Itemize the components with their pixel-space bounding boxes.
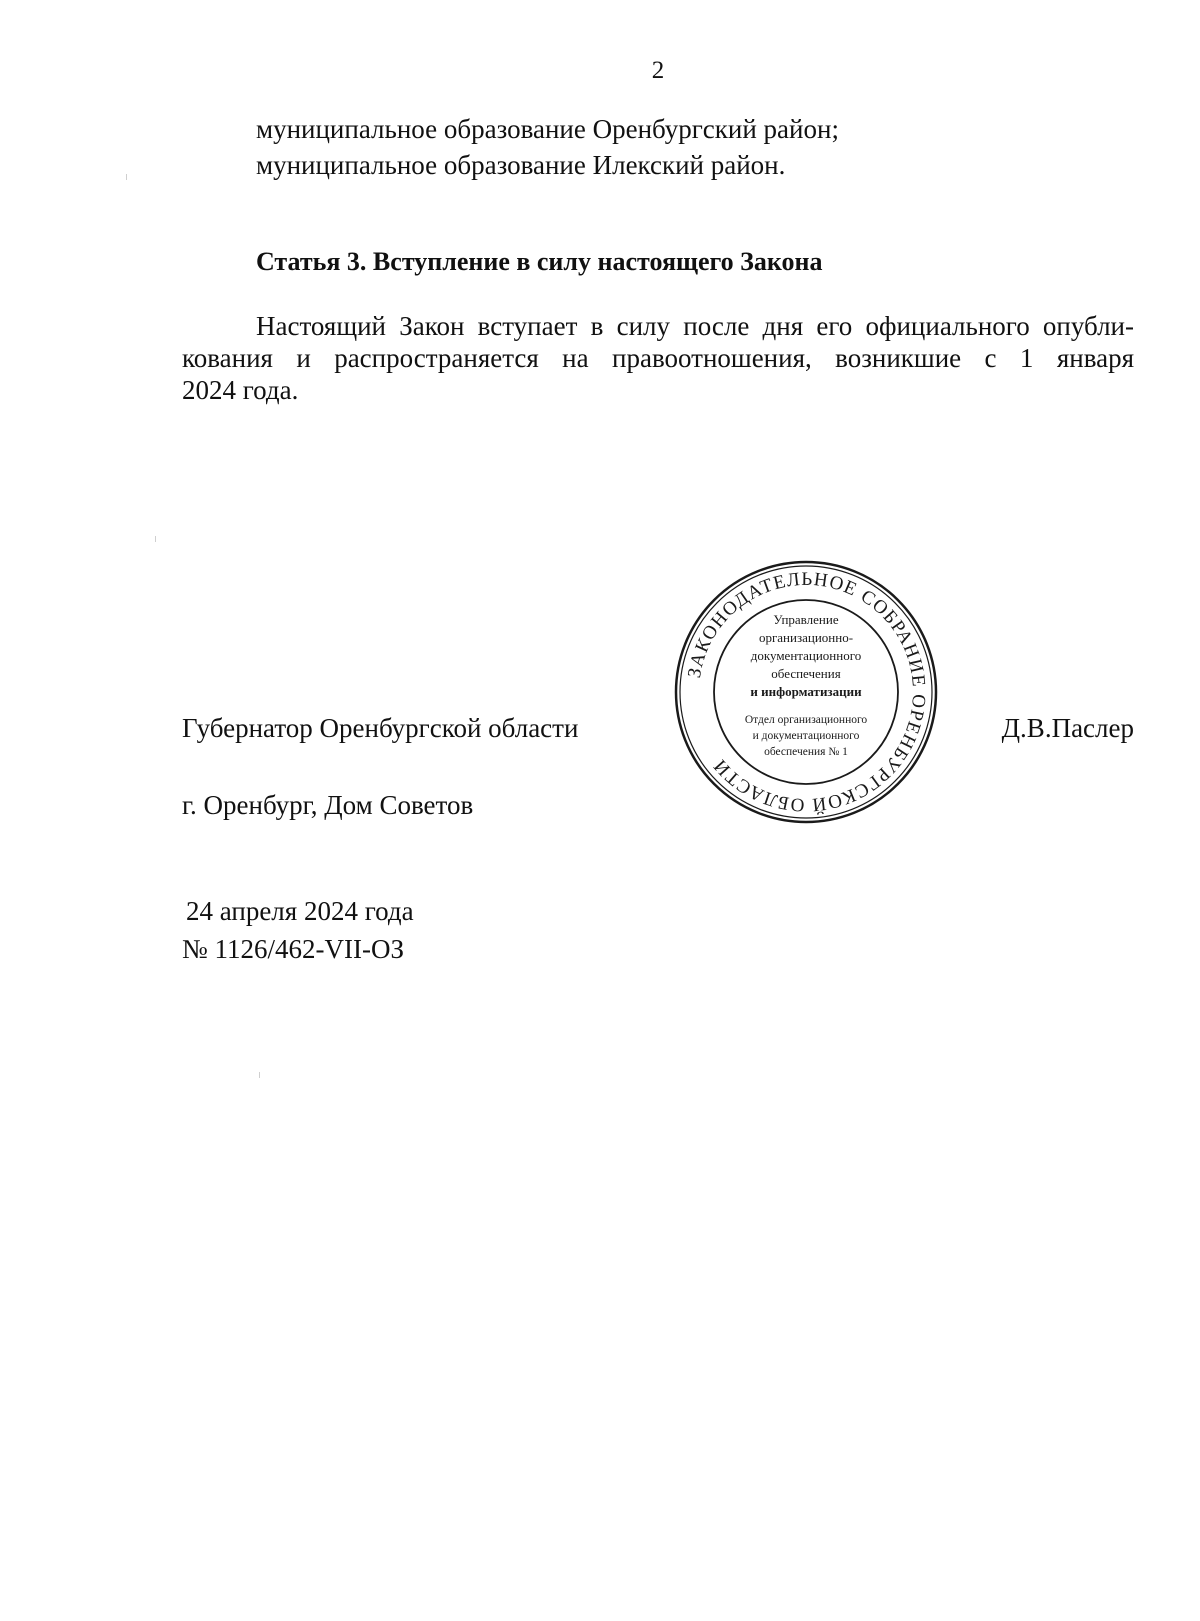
- stamp-inner-line: Отдел организационного: [744, 714, 868, 726]
- stamp-inner-line: обеспечения № 1: [764, 746, 848, 758]
- stamp-seal-icon: [672, 558, 940, 826]
- list-item: муниципальное образование Илекский район.: [256, 150, 786, 180]
- stamp-inner-line: обеспечения: [771, 666, 841, 681]
- stamp-inner-line: организационно-: [758, 630, 854, 645]
- paragraph-line: кования и распространяется на правоотношения, возникшие с 1 января: [182, 343, 1134, 373]
- page-number: 2: [651, 57, 665, 84]
- signing-date: 24 апреля 2024 года: [186, 896, 414, 926]
- law-number: № 1126/462-VII-ОЗ: [182, 934, 404, 964]
- scan-speck: [259, 1072, 260, 1078]
- scan-speck: [126, 174, 127, 180]
- signature-title: Губернатор Оренбургской области: [182, 713, 579, 743]
- list-item: муниципальное образование Оренбургский район;: [256, 114, 839, 144]
- scan-speck: [155, 536, 156, 542]
- article-paragraph: [182, 310, 1134, 406]
- stamp-outer-text: ЗАКОНОДАТЕЛЬНОЕ СОБРАНИЕ ОРЕНБУРГСКОЙ ОБЛАСТИ: [683, 568, 930, 816]
- paragraph-line: Настоящий Закон вступает в силу после дня его официального опубли-: [256, 311, 1134, 341]
- paragraph-line: 2024 года.: [182, 375, 299, 405]
- signing-place: г. Оренбург, Дом Советов: [182, 790, 474, 820]
- stamp-inner-line: Управление: [773, 612, 839, 627]
- stamp-inner-line: документационного: [750, 648, 862, 663]
- official-stamp: [672, 558, 940, 826]
- article-heading: Статья 3. Вступление в силу настоящего Закона: [256, 247, 823, 276]
- signature-name: Д.В.Паслер: [1001, 713, 1134, 743]
- stamp-inner-line: и документационного: [752, 730, 860, 742]
- stamp-inner-line: и информатизации: [750, 684, 862, 699]
